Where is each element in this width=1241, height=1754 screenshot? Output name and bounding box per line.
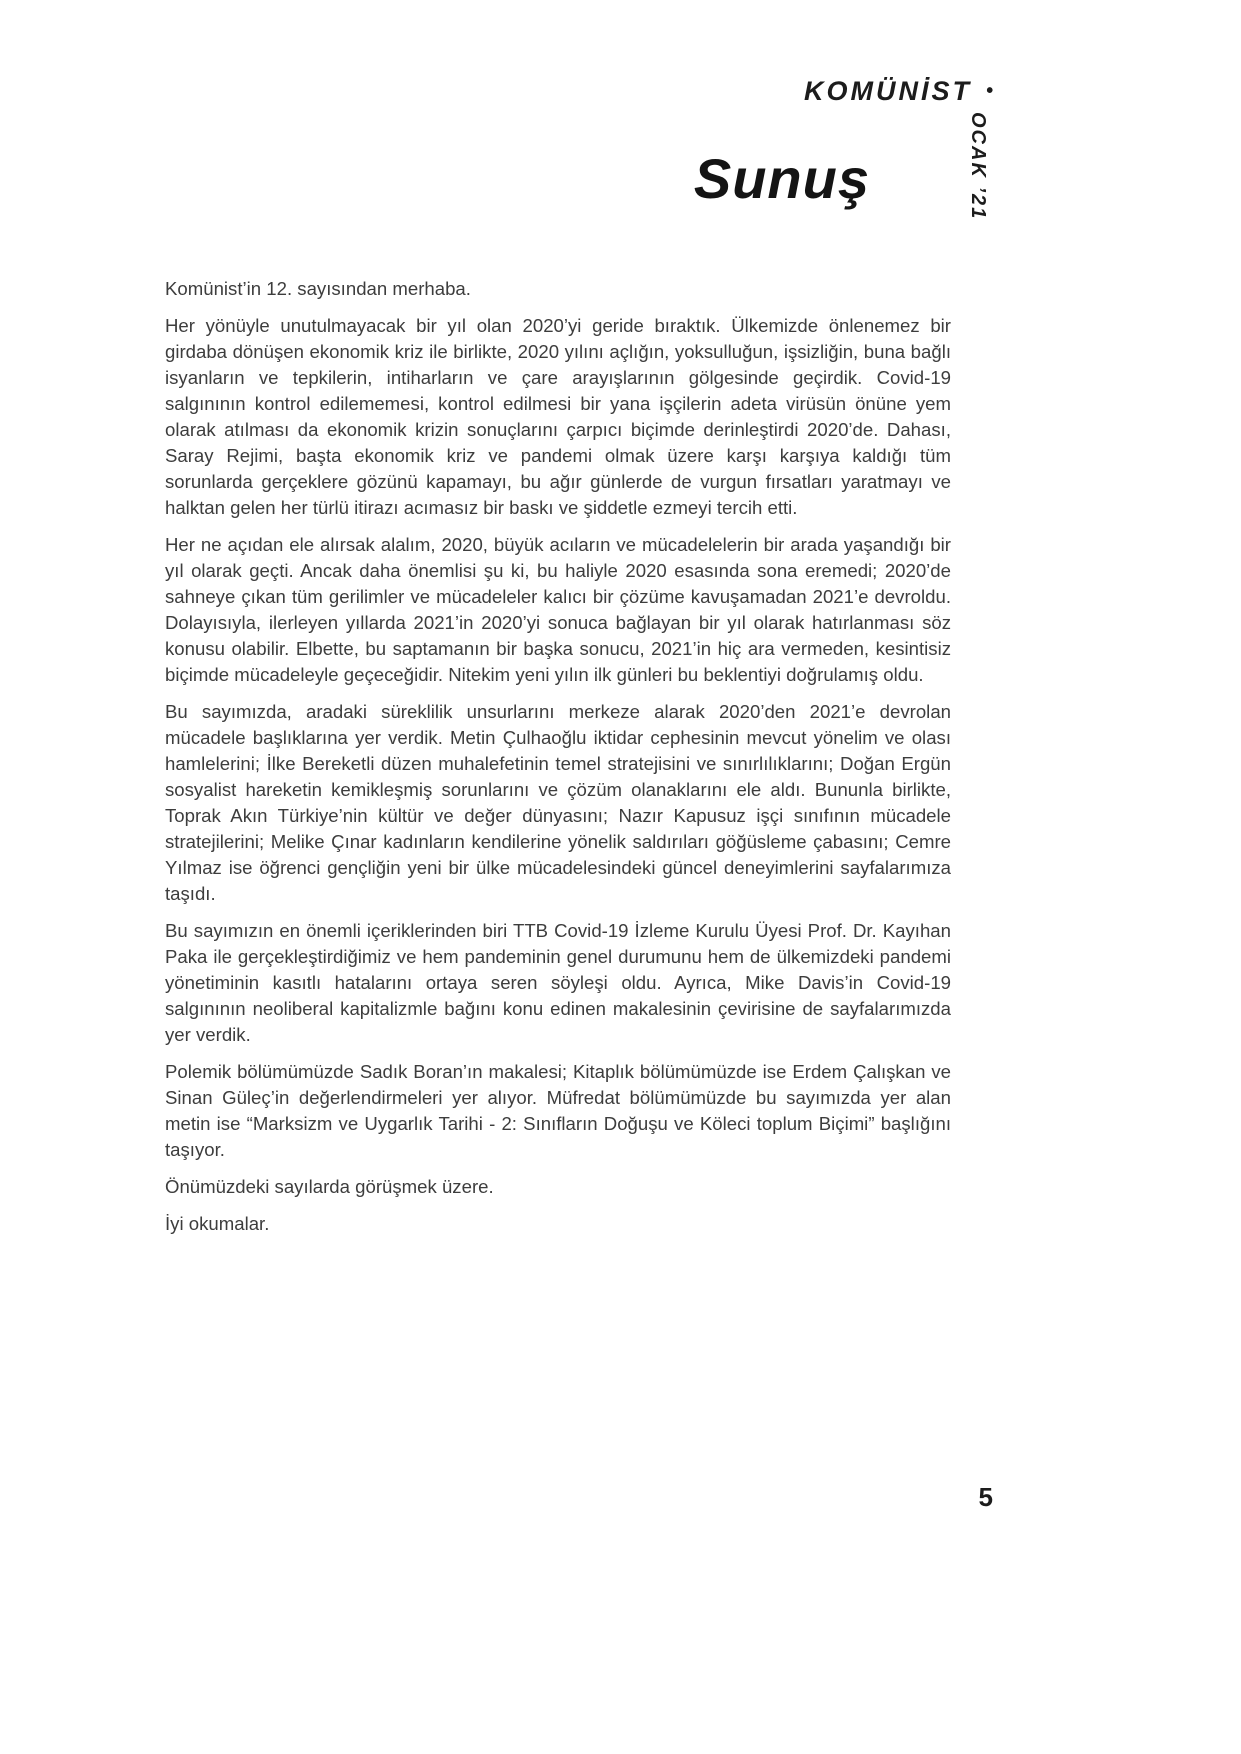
masthead-title: KOMÜNİST xyxy=(803,76,972,106)
paragraph-closing: İyi okumalar. xyxy=(165,1213,270,1234)
body-text xyxy=(165,276,951,1237)
paragraph-issue-contents: Bu sayımızda, aradaki süreklilik unsurlarını merkeze alarak 2020’den 2021’e devrolan mücadele başlıklarına yer verdik. Metin Çulhaoğlu iktidar cephesinin mevcut yönelim ve olası hamlelerini; İlke Bereketli düzen muhalefetinin temel stratejisini ve sınırlılıklarını; Doğan Ergün sosyalist hareketin kemikleşmiş sorunlarını ve çözüm olanaklarını ele aldı. Bununla birlikte, Toprak Akın Türkiye’nin kültür ve değer dünyasını; Nazır Kapusuz işçi sınıfının mücadele stratejilerini; Melike Çınar kadınların kendilerine yönelik saldırıları göğüsleme çabasını; Cemre Yılmaz ise öğrenci gençliğin yeni bir ülke mücadelesindeki güncel deneyimlerini sayfalarımıza taşıdı. xyxy=(165,701,951,904)
page-number: 5 xyxy=(978,1482,993,1512)
paragraph-2021-outlook: Her ne açıdan ele alırsak alalım, 2020, büyük acıların ve mücadelelerin bir arada yaşandığı bir yıl olarak geçti. Ancak daha önemlisi şu ki, bu haliyle 2020 esasında sona eremedi; 2020’de sahneye çıkan tüm gerilimler ve mücadeleler kalıcı bir çözüme kavuşamadan 2021’e devroldu. Dolayısıyla, ilerleyen yıllarda 2021’in 2020’yi sonuca bağlayan bir yıl olarak hatırlanması söz konusu olabilir. Elbette, bu saptamanın bir başka sonucu, 2021’in hiç ara vermeden, kesintisiz biçimde mücadeleyle geçeceğidir. Nitekim yeni yılın ilk günleri bu beklentiyi doğrulamış oldu. xyxy=(165,534,951,685)
masthead xyxy=(804,76,993,107)
paragraph-2020-review: Her yönüyle unutulmayacak bir yıl olan 2020’yi geride bıraktık. Ülkemizde önlenemez bir girdaba dönüşen ekonomik kriz ile birlikte, 2020 yılını açlığın, yoksulluğun, işsizliğin, buna bağlı isyanların ve tepkilerin, intiharların ve çare arayışlarının gölgesinde geçirdik. Covid-19 salgınının kontrol edilememesi, kontrol edilmesi bir yana işçilerin adeta virüsün önüne yem olarak atılması da ekonomik krizin sonuçlarını çarpıcı biçimde derinleştirdi 2020’de. Dahası, Saray Rejimi, başta ekonomik kriz ve pandemi olmak üzere karşı karşıya kaldığı tüm sorunlarda gerçeklere gözünü kapamayı, bu ağır günlerde de vurgun fırsatları yaratmayı ve halktan gelen her türlü itirazı acımasız bir baskı ve şiddetle ezmeyi tercih etti. xyxy=(165,315,951,518)
paragraph-greeting: Komünist’in 12. sayısından merhaba. xyxy=(165,278,471,299)
issue-date-vertical: OCAK ’21 xyxy=(967,112,989,221)
paragraph-sections: Polemik bölümümüzde Sadık Boran’ın makalesi; Kitaplık bölümümüzde ise Erdem Çalışkan ve Sinan Güleç’in değerlendirmeleri yer alıyor. Müfredat bölümümüzde bu sayımızda yer alan metin ise “Marksizm ve Uygarlık Tarihi - 2: Sınıfların Doğuşu ve Köleci toplum Biçimi” başlığını taşıyor. xyxy=(165,1061,951,1160)
paragraph-interview: Bu sayımızın en önemli içeriklerinden biri TTB Covid-19 İzleme Kurulu Üyesi Prof. Dr. Kayıhan Paka ile gerçekleştirdiğimiz ve hem pandeminin genel durumunu hem de ülkemizdeki pandemi yönetiminin kasıtlı hatalarını ortaya seren söyleşi oldu. Ayrıca, Mike Davis’in Covid-19 salgınının neoliberal kapitalizmle bağını konu edinen makalesinin çevirisine de sayfalarımızda yer verdik. xyxy=(165,920,951,1045)
page-title: Sunuş xyxy=(693,147,870,210)
masthead-bullet-icon: • xyxy=(985,80,993,102)
paragraph-farewell: Önümüzdeki sayılarda görüşmek üzere. xyxy=(165,1176,494,1197)
